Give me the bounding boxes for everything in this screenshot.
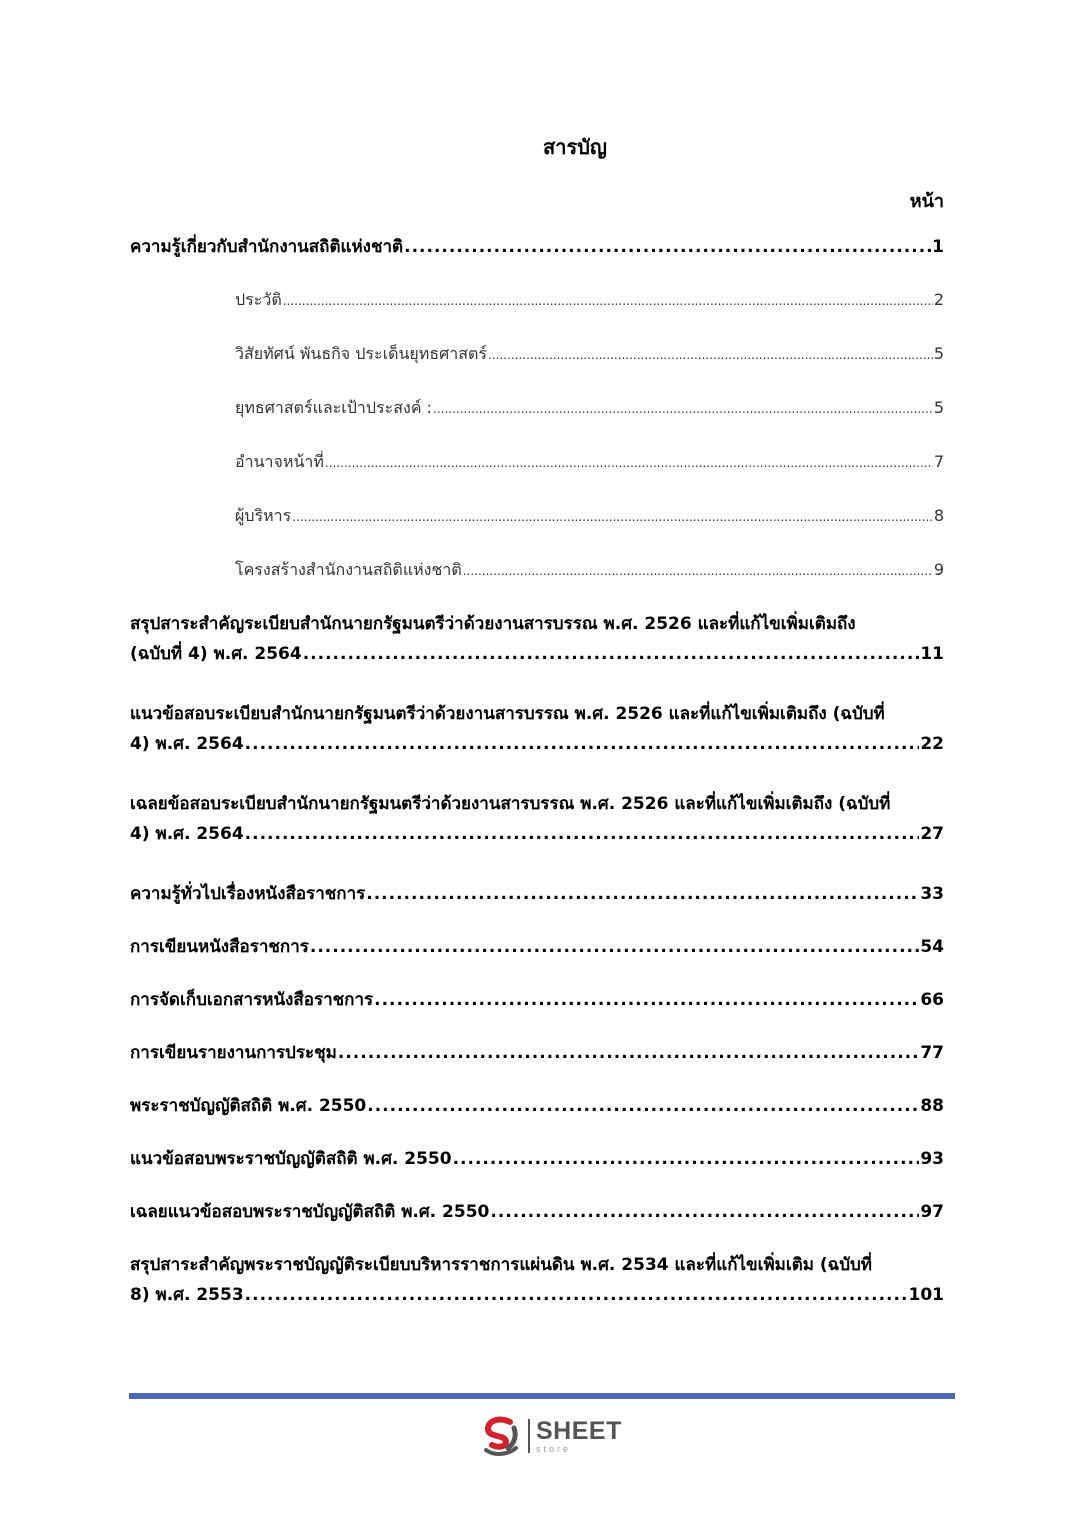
toc-entry <box>130 232 944 262</box>
toc-entry <box>130 699 944 759</box>
toc-subentry <box>130 285 944 316</box>
toc-entry-title-line1: แนวข้อสอบระเบียบสำนักนายกรัฐมนตรีว่าด้วยงานสารบรรณ พ.ศ. 2526 และที่แก้ไขเพิ่มเติมถึง (ฉบับที่ <box>130 704 885 724</box>
toc-leader-line <box>130 729 944 759</box>
dot-leader <box>245 1280 908 1310</box>
toc-subentry <box>130 393 944 424</box>
toc-leader-line <box>235 285 944 316</box>
toc-entry <box>130 1250 944 1310</box>
toc-leader-line <box>130 232 944 262</box>
toc-leader-line <box>130 1280 944 1310</box>
toc-page-number: 5 <box>933 344 944 363</box>
dot-leader <box>245 819 920 849</box>
toc-entry-title-line2: 4) พ.ศ. 2564 <box>130 734 244 754</box>
toc-entry-title: ความรู้เกี่ยวกับสำนักงานสถิติแห่งชาติ <box>130 237 404 257</box>
dot-leader <box>310 932 919 962</box>
toc-subentry <box>130 555 944 586</box>
sheet-store-logo-icon <box>480 1414 524 1458</box>
toc-page-number: 54 <box>920 937 944 957</box>
toc-subentry <box>130 501 944 532</box>
toc-entry <box>130 609 944 669</box>
toc-page-number: 8 <box>933 506 944 525</box>
toc-entry <box>130 879 944 909</box>
dot-leader <box>367 1091 919 1121</box>
toc-leader-line <box>235 555 944 586</box>
dot-leader <box>490 1197 919 1227</box>
toc-entry-title: การจัดเก็บเอกสารหนังสือราชการ <box>130 990 374 1010</box>
toc-leader-line <box>235 393 944 424</box>
dot-leader <box>283 286 933 316</box>
toc-entry-title: วิสัยทัศน์ พันธกิจ ประเด็นยุทธศาสตร์ <box>235 344 487 363</box>
toc-page-number: 9 <box>933 560 944 579</box>
toc-leader-line <box>130 985 944 1015</box>
toc-subentry <box>130 339 944 370</box>
toc-page-number: 2 <box>933 290 944 309</box>
toc-entry-title: พระราชบัญญัติสถิติ พ.ศ. 2550 <box>130 1096 367 1116</box>
toc-page-number: 66 <box>920 990 944 1010</box>
toc-leader-line <box>130 1144 944 1174</box>
toc-page-number: 1 <box>932 237 944 257</box>
toc-entry-title-line2: 8) พ.ศ. 2553 <box>130 1285 244 1305</box>
table-of-contents <box>130 232 944 1340</box>
logo-divider <box>528 1419 530 1453</box>
toc-leader-line <box>130 932 944 962</box>
toc-leader-line <box>130 879 944 909</box>
dot-leader <box>453 1144 920 1174</box>
toc-entry <box>130 1144 944 1174</box>
toc-entry-title: โครงสร้างสำนักงานสถิติแห่งชาติ <box>235 560 462 579</box>
toc-page-number: 101 <box>908 1285 944 1305</box>
toc-leader-line <box>130 639 944 669</box>
toc-page-number: 93 <box>920 1149 944 1169</box>
dot-leader <box>433 394 933 424</box>
toc-page-number: 5 <box>933 398 944 417</box>
dot-leader <box>374 985 919 1015</box>
toc-entry-title-line1: เฉลยข้อสอบระเบียบสำนักนายกรัฐมนตรีว่าด้วยงานสารบรรณ พ.ศ. 2526 และที่แก้ไขเพิ่มเติมถึง (ฉบับที่ <box>130 794 891 814</box>
toc-entry-title: อำนาจหน้าที่ <box>235 452 324 471</box>
dot-leader <box>404 232 931 262</box>
toc-entry-title: เฉลยแนวข้อสอบพระราชบัญญัติสถิติ พ.ศ. 2550 <box>130 1202 490 1222</box>
toc-entry-title: การเขียนรายงานการประชุม <box>130 1043 337 1063</box>
page-column-label: หน้า <box>909 191 944 212</box>
toc-leader-line <box>235 501 944 532</box>
dot-leader <box>245 729 920 759</box>
toc-entry-title: ความรู้ทั่วไปเรื่องหนังสือราชการ <box>130 884 366 904</box>
dot-leader <box>488 340 933 370</box>
toc-entry <box>130 1091 944 1121</box>
dot-leader <box>463 556 933 586</box>
toc-entry <box>130 1197 944 1227</box>
toc-page-number: 33 <box>920 884 944 904</box>
toc-entry-title: แนวข้อสอบพระราชบัญญัติสถิติ พ.ศ. 2550 <box>130 1149 452 1169</box>
toc-entry-title-line1: สรุปสาระสำคัญพระราชบัญญัติระเบียบบริหารราชการแผ่นดิน พ.ศ. 2534 และที่แก้ไขเพิ่มเติม (ฉบับที่ <box>130 1255 872 1275</box>
toc-page-number: 77 <box>920 1043 944 1063</box>
logo-subtext: store <box>536 1443 572 1454</box>
toc-page-number: 11 <box>920 644 944 664</box>
toc-page-number: 88 <box>920 1096 944 1116</box>
toc-page-number: 97 <box>920 1202 944 1222</box>
toc-leader-line <box>130 1091 944 1121</box>
footer-logo <box>480 1413 630 1459</box>
toc-entry-title-line2: 4) พ.ศ. 2564 <box>130 824 244 844</box>
toc-entry <box>130 1038 944 1068</box>
toc-entry-title: ประวัติ <box>235 290 282 309</box>
toc-entry <box>130 789 944 849</box>
toc-page-number: 7 <box>933 452 944 471</box>
dot-leader <box>338 1038 919 1068</box>
toc-leader-line <box>235 339 944 370</box>
logo-text: SHEET <box>536 1416 622 1445</box>
toc-page-number: 22 <box>920 734 944 754</box>
toc-entry <box>130 985 944 1015</box>
toc-title: สารบัญ <box>543 135 607 159</box>
toc-page-number: 27 <box>920 824 944 844</box>
toc-entry-title: การเขียนหนังสือราชการ <box>130 937 309 957</box>
toc-entry-title: ยุทธศาสตร์และเป้าประสงค์ : <box>235 398 432 417</box>
dot-leader <box>303 639 920 669</box>
logo-wordmark <box>536 1416 622 1454</box>
dot-leader <box>292 502 933 532</box>
footer-rule <box>129 1393 955 1399</box>
toc-leader-line <box>235 447 944 478</box>
toc-leader-line <box>130 1038 944 1068</box>
dot-leader <box>366 879 919 909</box>
toc-entry <box>130 932 944 962</box>
dot-leader <box>325 448 933 478</box>
toc-entry-title-line1: สรุปสาระสำคัญระเบียบสำนักนายกรัฐมนตรีว่าด้วยงานสารบรรณ พ.ศ. 2526 และที่แก้ไขเพิ่มเติมถึง <box>130 614 856 634</box>
toc-entry-title: ผู้บริหาร <box>235 506 292 525</box>
toc-subentry <box>130 447 944 478</box>
toc-leader-line <box>130 1197 944 1227</box>
toc-entry-title-line2: (ฉบับที่ 4) พ.ศ. 2564 <box>130 644 302 664</box>
toc-leader-line <box>130 819 944 849</box>
